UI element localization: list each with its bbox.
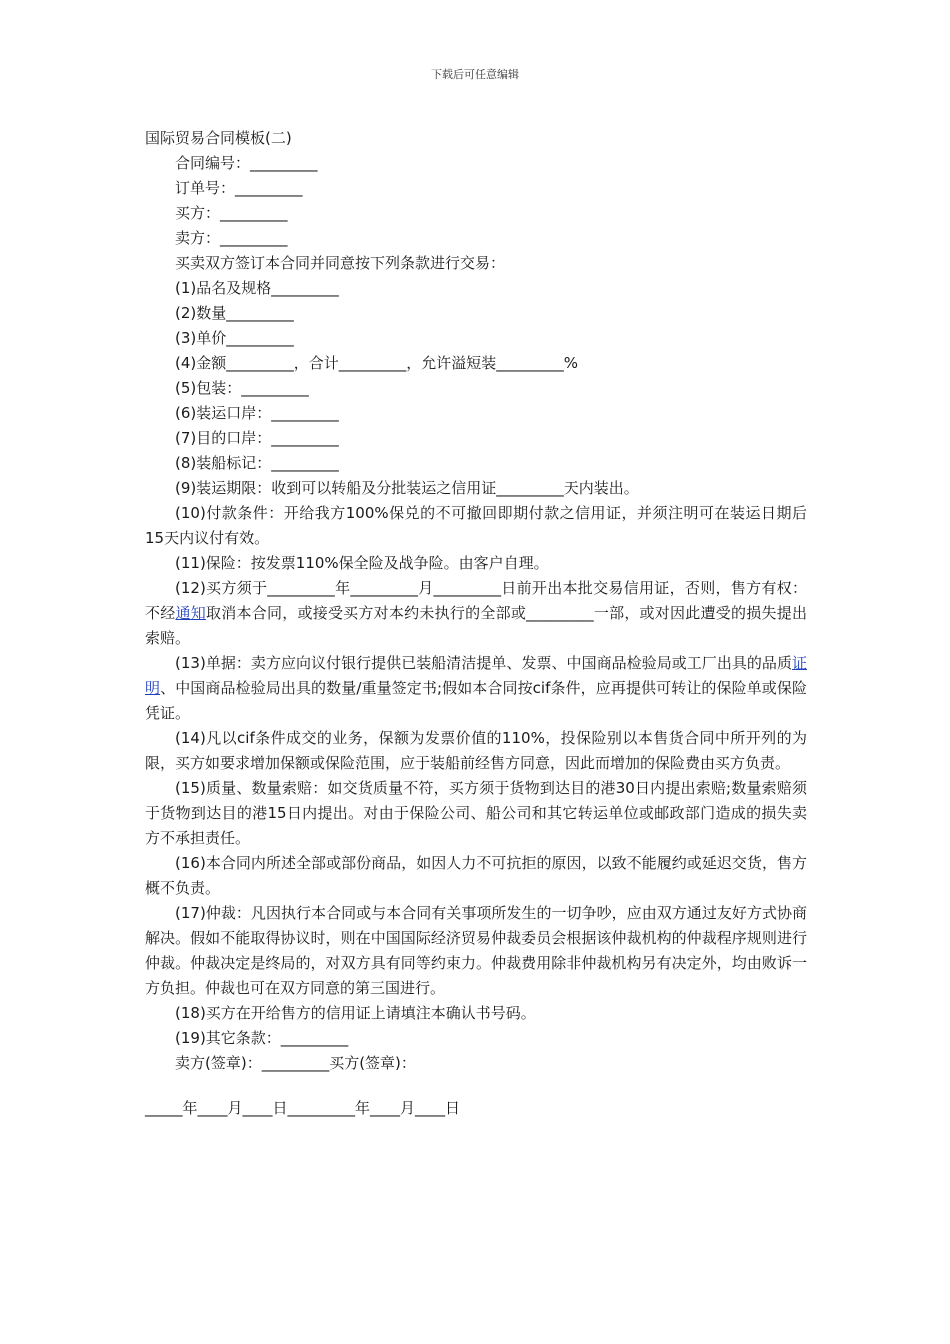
clause-9: (9)装运期限：收到可以转船及分批装运之信用证_________天内装出。	[175, 479, 639, 497]
clause-12-text-b: 取消本合同，或接受买方对本约未执行的全部或_________一部，或对因此遭受的损失提出索赔。	[145, 604, 807, 647]
clause-16: (16)本合同内所述全部或部份商品，如因人力不可抗拒的原因，以致不能履约或延迟交货，售方概不负责。	[145, 854, 807, 897]
clause-12	[145, 576, 807, 651]
signature-line: 卖方(签章)：_________买方(签章)：	[175, 1054, 416, 1072]
clause-6: (6)装运口岸：_________	[175, 404, 339, 422]
contract-document	[145, 126, 807, 1121]
clause-3: (3)单价_________	[175, 329, 294, 347]
clause-13	[145, 651, 807, 726]
clause-5: (5)包装：_________	[175, 379, 309, 397]
certificate-link[interactable]: 证明	[145, 654, 807, 697]
clause-18: (18)买方在开给售方的信用证上请填注本确认书号码。	[175, 1004, 536, 1022]
clause-1: (1)品名及规格_________	[175, 279, 339, 297]
clause-7: (7)目的口岸：_________	[175, 429, 339, 447]
order-number-field: 订单号：_________	[175, 179, 303, 197]
clause-19: (19)其它条款：_________	[175, 1029, 349, 1047]
clause-11: (11)保险：按发票110%保全险及战争险。由客户自理。	[175, 554, 549, 572]
contract-number-field: 合同编号：_________	[175, 154, 318, 172]
seller-field: 卖方：_________	[175, 229, 288, 247]
clause-14: (14)凡以cif条件成交的业务，保额为发票价值的110%，投保险别以本售货合同中所开列的为限，买方如要求增加保额或保险范围，应于装船前经售方同意，因此而增加的保险费由买方负责。	[145, 729, 807, 772]
spacer	[145, 1076, 807, 1096]
notice-link[interactable]: 通知	[175, 604, 206, 622]
document-title: 国际贸易合同模板(二)	[145, 129, 292, 147]
intro-text: 买卖双方签订本合同并同意按下列条款进行交易：	[175, 254, 506, 272]
clause-12-text-a: (12)买方须于_________年_________月_________日前开出本批交易信用证，否则，售方有权：不经	[145, 579, 807, 622]
header-note: 下载后可任意编辑	[431, 68, 519, 81]
clause-17: (17)仲裁：凡因执行本合同或与本合同有关事项所发生的一切争吵，应由双方通过友好方式协商解决。假如不能取得协议时，则在中国国际经济贸易仲裁委员会根据该仲裁机构的仲裁程序规则进行仲裁。仲裁决定是终局的，对双方具有同等约束力。仲裁费用除非仲裁机构另有决定外，均由败诉一方负担。仲裁也可在双方同意的第三国进行。	[145, 904, 807, 997]
clause-15: (15)质量、数量索赔：如交货质量不符，买方须于货物到达目的港30日内提出索赔;数量索赔须于货物到达目的港15日内提出。对由于保险公司、船公司和其它转运单位或邮政部门造成的损失卖方不承担责任。	[145, 779, 807, 847]
buyer-field: 买方：_________	[175, 204, 288, 222]
clause-13-text-a: (13)单据：卖方应向议付银行提供已装船清洁提单、发票、中国商品检验局或工厂出具的品质	[175, 654, 792, 672]
clause-4: (4)金额_________，合计_________，允许溢短装_________%	[175, 354, 579, 372]
date-line: _____年____月____日_________年____月____日	[145, 1099, 461, 1117]
clause-2: (2)数量_________	[175, 304, 294, 322]
clause-10: (10)付款条件：开给我方100%保兑的不可撤回即期付款之信用证，并须注明可在装运日期后15天内议付有效。	[145, 504, 807, 547]
clause-8: (8)装船标记：_________	[175, 454, 339, 472]
clause-13-text-b: 、中国商品检验局出具的数量/重量签定书;假如本合同按cif条件，应再提供可转让的保险单或保险凭证。	[145, 679, 807, 722]
